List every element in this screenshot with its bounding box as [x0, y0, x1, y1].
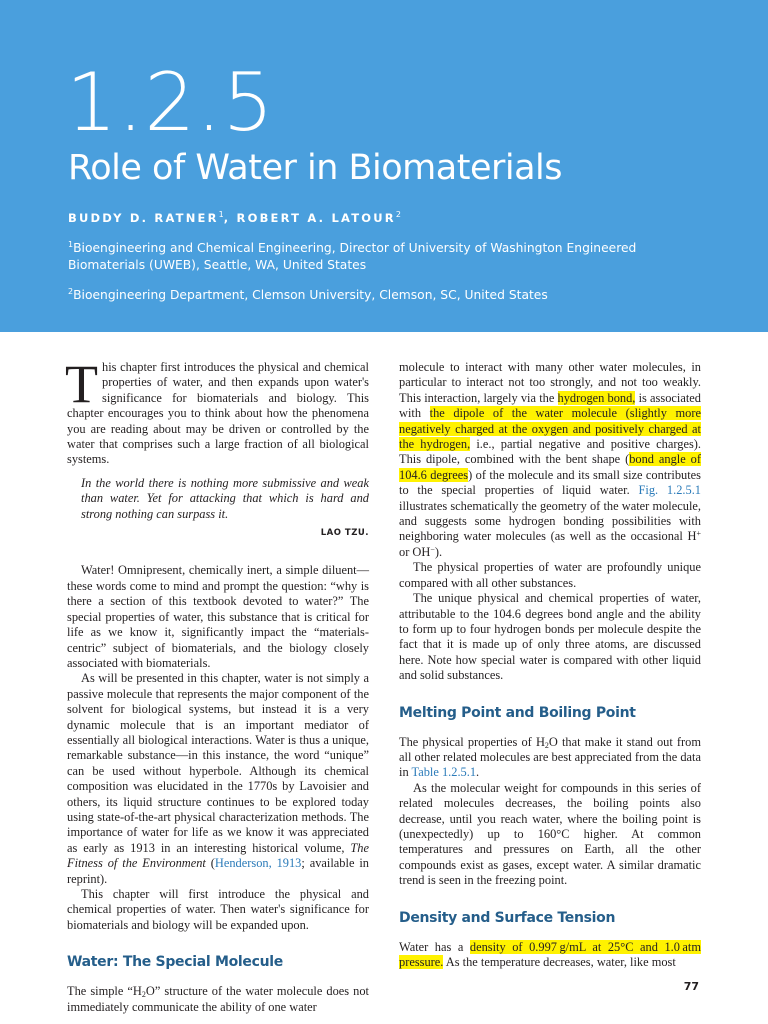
highlighted-text: density of 0.997 g/mL at 25°C and 1.0 atm pressure.	[399, 939, 701, 969]
paragraph-text: ).	[434, 544, 443, 559]
paragraph-text: is associated with	[399, 390, 701, 421]
left-column	[65, 354, 369, 1015]
paragraph-text: molecule to interact with many other water molecules, in particular to interact not too strongly, and not too weakly. This interaction, largely via the	[399, 360, 701, 405]
chapter-title: Role of Water in Biomaterials	[68, 148, 562, 188]
author-line	[68, 207, 401, 226]
drop-cap: T	[65, 354, 98, 414]
body-paragraph	[67, 671, 369, 887]
table-link[interactable]: Table 1.2.5.1	[411, 765, 477, 780]
subscript: 2	[141, 990, 146, 1000]
affil-text: Bioengineering Department, Clemson University, Clemson, SC, United States	[73, 288, 548, 302]
section-heading: Water: The Special Molecule	[67, 954, 283, 971]
paragraph-text: i.e., partial negative and positive charges). This dipole, combined with the bent shape (	[399, 437, 701, 467]
body-paragraph: The unique physical and chemical properties of water, attributable to the 104.6 degrees bond angle and the ability to form up to four hydrogen bonds per molecule despite the fact that it is made up of only three atoms, are discussed here. Note how special water is compared with other liquid and solid substances.	[399, 591, 701, 683]
paragraph-text: The simple “H	[67, 984, 142, 999]
chapter-header-banner	[0, 0, 768, 332]
highlighted-text: hydrogen bond,	[557, 390, 636, 405]
section-heading: Melting Point and Boiling Point	[399, 704, 636, 721]
affil-marker: 1	[68, 240, 74, 249]
paragraph-text: The physical properties of H	[399, 734, 545, 749]
affiliation-2	[68, 283, 708, 304]
paragraph-text: .	[476, 765, 480, 780]
affiliation-1	[68, 236, 708, 274]
author-name: ROBERT A. LATOUR	[236, 211, 396, 225]
body-paragraph: Water! Omnipresent, chemically inert, a simple diluent—these words come to mind and prompt the question: “why is there a section of this textbook devoted to water?” The special properties of water, this substance that is critical for life as we know it, significantly impact the “materials-centric” subject of biomaterials, and the biology closely associated with biomaterials.	[67, 563, 369, 670]
body-paragraph	[399, 735, 701, 781]
paragraph-text: Water has a	[399, 939, 470, 954]
superscript: −	[430, 544, 435, 554]
paragraph-text: illustrates schematically the geometry of the water molecule, and suggests some hydrogen bonding possibilities with neighboring water molecules (as well as the occasional H	[399, 498, 701, 544]
intro-text: his chapter first introduces the physical and chemical properties of water, and then expands upon water's significance for biomaterials and biology. This chapter encourages you to think about how the phenomena you are reading about may be driven or controlled by the water that comprises such a large fraction of all biological systems.	[67, 360, 369, 467]
figure-link[interactable]: Fig. 1.2.5.1	[638, 483, 701, 498]
highlighted-text: bond angle of 104.6 degrees	[399, 452, 701, 482]
paragraph-text: As the temperature decreases, water, like most	[443, 955, 676, 969]
superscript: +	[696, 529, 701, 539]
author-affil-marker: 2	[395, 210, 401, 219]
body-paragraph	[399, 360, 701, 560]
paragraph-text: O that make it stand out from all other related molecules are best appreciated from the data in	[399, 734, 702, 780]
section-heading: Density and Surface Tension	[399, 909, 616, 926]
subscript: 2	[544, 740, 549, 750]
body-paragraph: The physical properties of water are profoundly unique compared with all other substances.	[399, 560, 701, 590]
page-number: 77	[683, 980, 699, 993]
intro-paragraph	[65, 354, 369, 468]
right-column	[399, 360, 701, 970]
author-separator: ,	[223, 211, 237, 225]
author-name: BUDDY D. RATNER	[68, 211, 219, 225]
chapter-number: 1.2.5	[66, 56, 275, 149]
epigraph-quote: In the world there is nothing more submissive and weak than water. Yet for attacking that which is hard and strong nothing can surpass it.	[81, 475, 369, 521]
paragraph-text: or OH	[399, 544, 431, 559]
paragraph-text: O” structure of the water molecule does not immediately communicate the ability of one water	[67, 984, 369, 1014]
citation-link[interactable]: Henderson, 1913	[214, 856, 302, 871]
body-paragraph	[67, 984, 369, 1015]
paragraph-text: ; available in reprint).	[67, 856, 369, 886]
highlighted-text: the dipole of the water molecule (slightly more negatively charged at the oxygen and positively charged at the hydrogen,	[399, 406, 701, 452]
affil-text: Bioengineering and Chemical Engineering, Director of University of Washington Engineered Biomaterials (UWEB), Seattle, WA, United States	[68, 241, 637, 272]
author-affil-marker: 1	[218, 210, 224, 219]
body-paragraph	[399, 940, 701, 971]
body-paragraph: This chapter will first introduce the physical and chemical properties of water. Then water's significance for biomaterials and biology will be expanded upon.	[67, 887, 369, 932]
paragraph-text: As will be presented in this chapter, water is not simply a passive molecule that represents the major component of the solvent for biological systems, but instead it is a very dynamic molecule that is an important mediator of essentially all biological interactions. Water is thus a unique, remarkable substance—in this instance, the word “unique” can be used without hyperbole. Although its chemical composition was elucidated in the 1770s by Lavoisier and others, its liquid structure continues to be explored today using state-of-the-art physical characterization methods. The importance of water for life as we know it was appreciated as early as 1913 in an interesting historical volume,	[67, 671, 369, 855]
paragraph-text: ) of the molecule and its small size contributes to the special properties of liquid water.	[399, 467, 701, 498]
book-title: The Fitness of the Environment	[67, 840, 369, 871]
paragraph-text: (	[205, 856, 215, 871]
body-paragraph: As the molecular weight for compounds in this series of related molecules decreases, the boiling points also decrease, until you reach water, where the boiling point is (unexpectedly) up to 160°C higher. At common temperatures and pressures on Earth, all the other compounds exist as gases, except water. A similar dramatic trend is seen in the freezing point.	[399, 780, 701, 888]
affil-marker: 2	[68, 287, 74, 296]
epigraph-attribution: LAO TZU.	[320, 528, 369, 539]
